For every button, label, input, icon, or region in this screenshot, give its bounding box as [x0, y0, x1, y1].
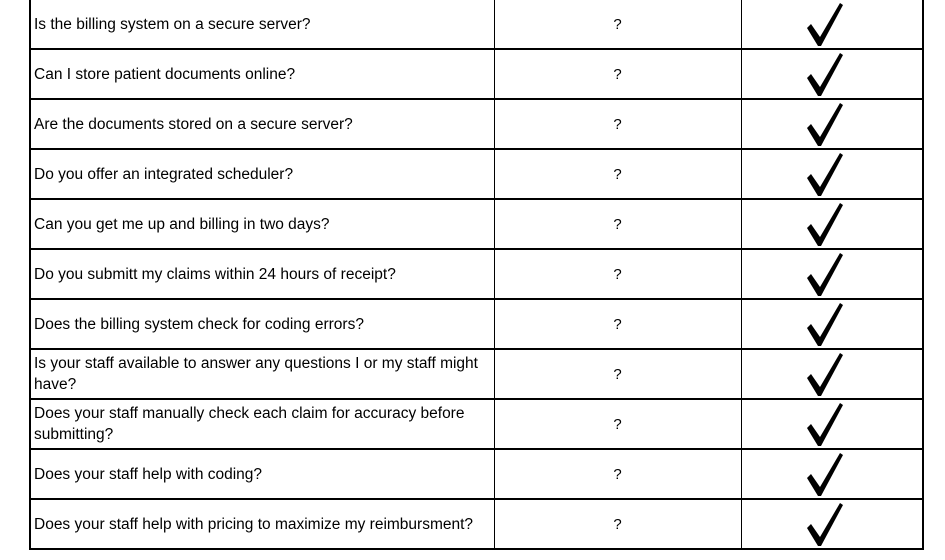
check-cell — [741, 449, 923, 499]
table-row — [30, 49, 923, 99]
checkmark-icon — [805, 301, 845, 347]
question-cell: Does your staff help with pricing to maximize my reimbursment? — [30, 499, 494, 549]
checkmark-icon — [805, 251, 845, 297]
table-row — [30, 349, 923, 399]
checkmark-icon — [805, 351, 845, 397]
question-cell: Is the billing system on a secure server? — [30, 0, 494, 49]
check-cell — [741, 199, 923, 249]
competitor-answer-cell: ? — [494, 0, 741, 49]
table-row — [30, 0, 923, 49]
competitor-answer-cell: ? — [494, 49, 741, 99]
comparison-table-body — [30, 0, 923, 549]
check-cell — [741, 349, 923, 399]
table-row — [30, 99, 923, 149]
question-cell: Do you submitt my claims within 24 hours of receipt? — [30, 249, 494, 299]
comparison-table — [29, 0, 924, 550]
checkmark-icon — [805, 501, 845, 547]
table-row — [30, 499, 923, 549]
checkmark-icon — [805, 1, 845, 47]
check-cell — [741, 0, 923, 49]
competitor-answer-cell: ? — [494, 399, 741, 449]
checkmark-icon — [805, 51, 845, 97]
checkmark-icon — [805, 101, 845, 147]
check-cell — [741, 399, 923, 449]
checkmark-icon — [805, 151, 845, 197]
check-cell — [741, 149, 923, 199]
check-cell — [741, 499, 923, 549]
table-row — [30, 449, 923, 499]
check-cell — [741, 99, 923, 149]
check-cell — [741, 299, 923, 349]
competitor-answer-cell: ? — [494, 299, 741, 349]
table-row — [30, 249, 923, 299]
checkmark-icon — [805, 451, 845, 497]
question-cell: Can you get me up and billing in two days? — [30, 199, 494, 249]
question-cell: Are the documents stored on a secure server? — [30, 99, 494, 149]
check-cell — [741, 49, 923, 99]
question-cell: Do you offer an integrated scheduler? — [30, 149, 494, 199]
checkmark-icon — [805, 201, 845, 247]
competitor-answer-cell: ? — [494, 149, 741, 199]
comparison-table-container — [29, 0, 924, 550]
question-cell: Can I store patient documents online? — [30, 49, 494, 99]
table-row — [30, 199, 923, 249]
question-cell: Does the billing system check for coding errors? — [30, 299, 494, 349]
competitor-answer-cell: ? — [494, 99, 741, 149]
table-row — [30, 399, 923, 449]
check-cell — [741, 249, 923, 299]
competitor-answer-cell: ? — [494, 199, 741, 249]
question-cell: Does your staff manually check each claim for accuracy before submitting? — [30, 399, 494, 449]
competitor-answer-cell: ? — [494, 249, 741, 299]
question-cell: Does your staff help with coding? — [30, 449, 494, 499]
table-row — [30, 299, 923, 349]
table-row — [30, 149, 923, 199]
competitor-answer-cell: ? — [494, 349, 741, 399]
competitor-answer-cell: ? — [494, 449, 741, 499]
competitor-answer-cell: ? — [494, 499, 741, 549]
checkmark-icon — [805, 401, 845, 447]
question-cell: Is your staff available to answer any questions I or my staff might have? — [30, 349, 494, 399]
